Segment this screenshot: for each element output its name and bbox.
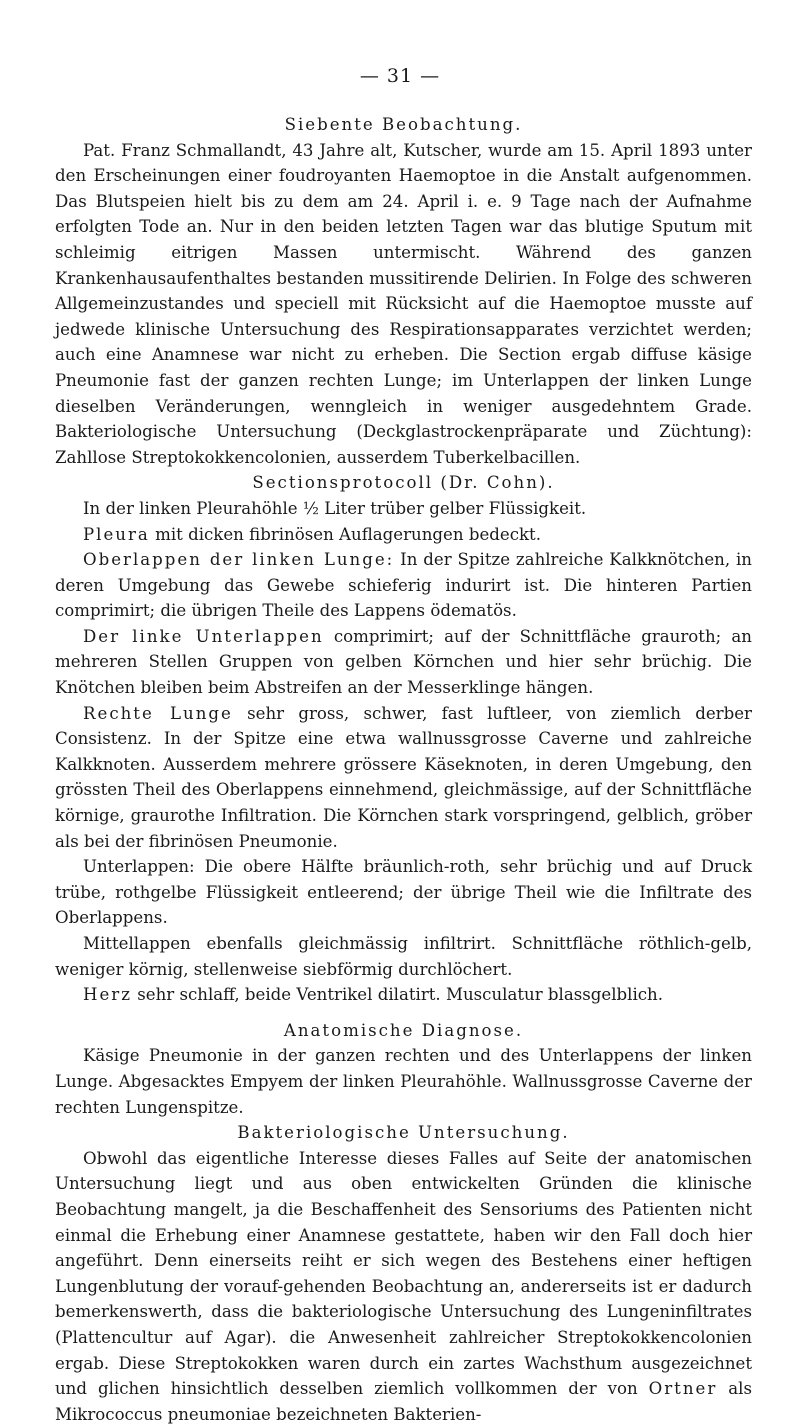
paragraph-left-lower-lobe: Der linke Unterlappen comprimirt; auf der Schnittfläche grauroth; an mehreren Stellen Gruppen von gelben Körnchen und hier sehr brüchig. Die Knötchen bleiben beim Abstreifen an der Messerklinge hängen. bbox=[55, 626, 752, 698]
term-left-upper-lobe: Oberlappen der linken Lunge: bbox=[83, 550, 395, 570]
author-name: Ortner bbox=[648, 1379, 718, 1399]
paragraph-pleura: Pleura mit dicken fibrinösen Auflagerungen bedeckt. bbox=[83, 524, 541, 544]
term-right-lung: Rechte Lunge bbox=[83, 703, 233, 723]
paragraph-bacteriology: Obwohl das eigentliche Interesse dieses Falles auf Seite der anatomischen Untersuchung liegt und aus oben entwickelten Gründen die klinische Beobachtung mangelt, ja die Beschaffenheit des Sensoriums des Patienten nicht einmal die Erhebung einer Anamnese gestattete, haben wir den Fall doch hier angeführt. Denn einerseits reiht er sich wegen des Bestehens einer heftigen Lungenblutung der vorauf-gehenden Beobachtung an, andererseits ist er dadurch bemerkenswerth, dass die bakteriologische Untersuchung des Lungeninfiltrates (Plattencultur auf Agar). die Anwesenheit zahlreicher Streptokokkencolonien ergab. Diese Streptokokken waren durch ein zartes Wachsthum ausgezeichnet und glichen hinsichtlich desselben ziemlich vollkommen der von Ortner als Mikrococcus pneumoniae bezeichneten Bakterien- bbox=[55, 1148, 752, 1424]
paragraph-case-history: Pat. Franz Schmallandt, 43 Jahre alt, Kutscher, wurde am 15. April 1893 unter den Erscheinungen einer foudroyanten Haemoptoe in die Anstalt aufgenommen. Das Blutspeien hielt bis zu dem am 24. April i. e. 9 Tage nach der Aufnahme erfolgten Tode an. Nur in den beiden letzten Tagen war das blutige Sputum mit schleimig eitrigen Massen untermischt. Während des ganzen Krankenhausaufenthaltes bestanden mussitirende Delirien. In Folge des schweren Allgemeinzustandes und speciell mit Rücksicht auf die Haemoptoe musste auf jedwede klinische Untersuchung des Respirationsapparates verzichtet werden; auch eine Anamnese war nicht zu erheben. Die Section ergab diffuse käsige Pneumonie fast der ganzen rechten Lunge; im Unterlappen der linken Lunge dieselben Veränderungen, wenngleich in weniger ausgedehntem Grade. Bakteriologische Untersuchung (Deckglastrockenpräparate und Züchtung): Zahllose Streptokokkencolonien, ausserdem Tuberkelbacillen. bbox=[55, 140, 752, 467]
paragraph-heart: Herz sehr schlaff, beide Ventrikel dilatirt. Musculatur blassgelblich. bbox=[83, 985, 664, 1005]
paragraph-middle-lobe: Mittellappen ebenfalls gleichmässig infiltrirt. Schnittfläche röthlich-gelb, weniger körnig, stellenweise siebförmig durchlöchert. bbox=[55, 934, 752, 979]
paragraph-pleural-cavity: In der linken Pleurahöhle ½ Liter trüber gelber Flüssigkeit. bbox=[83, 498, 587, 518]
page-number: — 31 — bbox=[359, 65, 441, 87]
paragraph-left-upper-lobe: Oberlappen der linken Lunge: In der Spitze zahlreiche Kalkknötchen, in deren Umgebung das Gewebe schieferig indurirt ist. Die hinteren Partien comprimirt; die übrigen Theile des Lappens ödematös. bbox=[55, 550, 752, 621]
protocol-heading: Sectionsprotocoll (Dr. Cohn). bbox=[252, 473, 555, 493]
term-heart: Herz bbox=[83, 985, 132, 1005]
paragraph-right-lung: Rechte Lunge sehr gross, schwer, fast luftleer, von ziemlich derber Consistenz. In der Spitze eine etwa wallnussgrosse Caverne und zahlreiche Kalkknoten. Ausserdem mehrere grössere Käseknoten, in deren Umgebung, den grössten Theil des Oberlappens einnehmend, gleichmässige, auf der Schnittfläche körnige, graurothe Infiltration. Die Körnchen stark vorspringend, gelblich, gröber als bei der fibrinösen Pneumonie. bbox=[55, 703, 752, 851]
page-body bbox=[55, 112, 752, 1427]
bacteriology-heading: Bakteriologische Untersuchung. bbox=[237, 1123, 570, 1143]
section-heading: Siebente Beobachtung. bbox=[284, 115, 523, 134]
diagnosis-heading: Anatomische Diagnose. bbox=[283, 1020, 524, 1040]
paragraph-diagnosis: Käsige Pneumonie in der ganzen rechten und des Unterlappens der linken Lunge. Abgesacktes Empyem der linken Pleurahöhle. Wallnussgrosse Caverne der rechten Lungenspitze. bbox=[55, 1046, 752, 1117]
term-pleura: Pleura bbox=[83, 524, 150, 544]
paragraph-lower-lobe: Unterlappen: Die obere Hälfte bräunlich-roth, sehr brüchig und auf Druck trübe, rothgelbe Flüssigkeit entleerend; der übrige Theil wie die Infiltrate des Oberlappens. bbox=[55, 857, 752, 928]
term-left-lower-lobe: Der linke Unterlappen bbox=[83, 626, 324, 646]
